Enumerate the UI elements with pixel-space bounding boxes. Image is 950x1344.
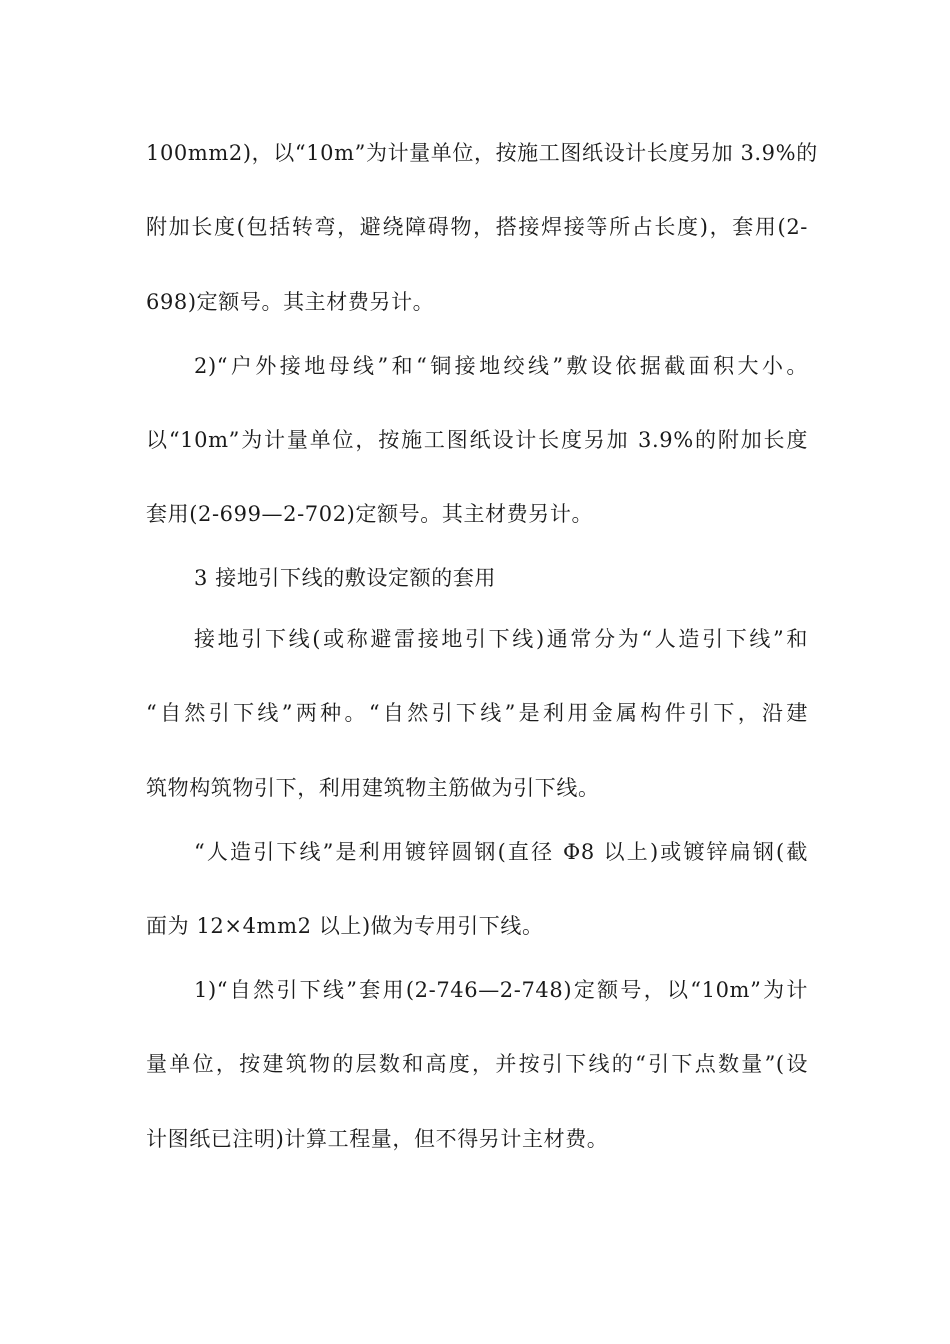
section-heading: 3 接地引下线的敷设定额的套用 [194,566,497,590]
paragraph-line: 1)“自然引下线”套用(2-746—2-748)定额号，以“10m”为计 [194,978,808,1002]
paragraph-line: 100mm2)，以“10m”为计量单位，按施工图纸设计长度另加 3.9%的 [146,141,818,165]
paragraph-line: 698)定额号。其主材费另计。 [146,290,435,314]
paragraph-line: 计图纸已注明)计算工程量，但不得另计主材费。 [146,1127,609,1151]
paragraph-line: “人造引下线”是利用镀锌圆钢(直径 Φ8 以上)或镀锌扁钢(截 [194,840,808,864]
paragraph-line: 套用(2-699—2-702)定额号。其主材费另计。 [146,502,594,526]
paragraph-line: 量单位，按建筑物的层数和高度，并按引下线的“引下点数量”(设 [146,1052,808,1076]
paragraph-line: 接地引下线(或称避雷接地引下线)通常分为“人造引下线”和 [194,627,808,651]
paragraph-line: 筑物构筑物引下，利用建筑物主筋做为引下线。 [146,776,600,800]
paragraph-line: 面为 12×4mm2 以上)做为专用引下线。 [146,914,544,938]
paragraph-line: 以“10m”为计量单位，按施工图纸设计长度另加 3.9%的附加长度 [146,428,808,452]
paragraph-line: “自然引下线”两种。“自然引下线”是利用金属构件引下，沿建 [146,701,808,725]
paragraph-line: 附加长度(包括转弯，避绕障碍物，搭接焊接等所占长度)，套用(2- [146,215,808,239]
paragraph-line: 2)“户外接地母线”和“铜接地绞线”敷设依据截面积大小。 [194,354,808,378]
